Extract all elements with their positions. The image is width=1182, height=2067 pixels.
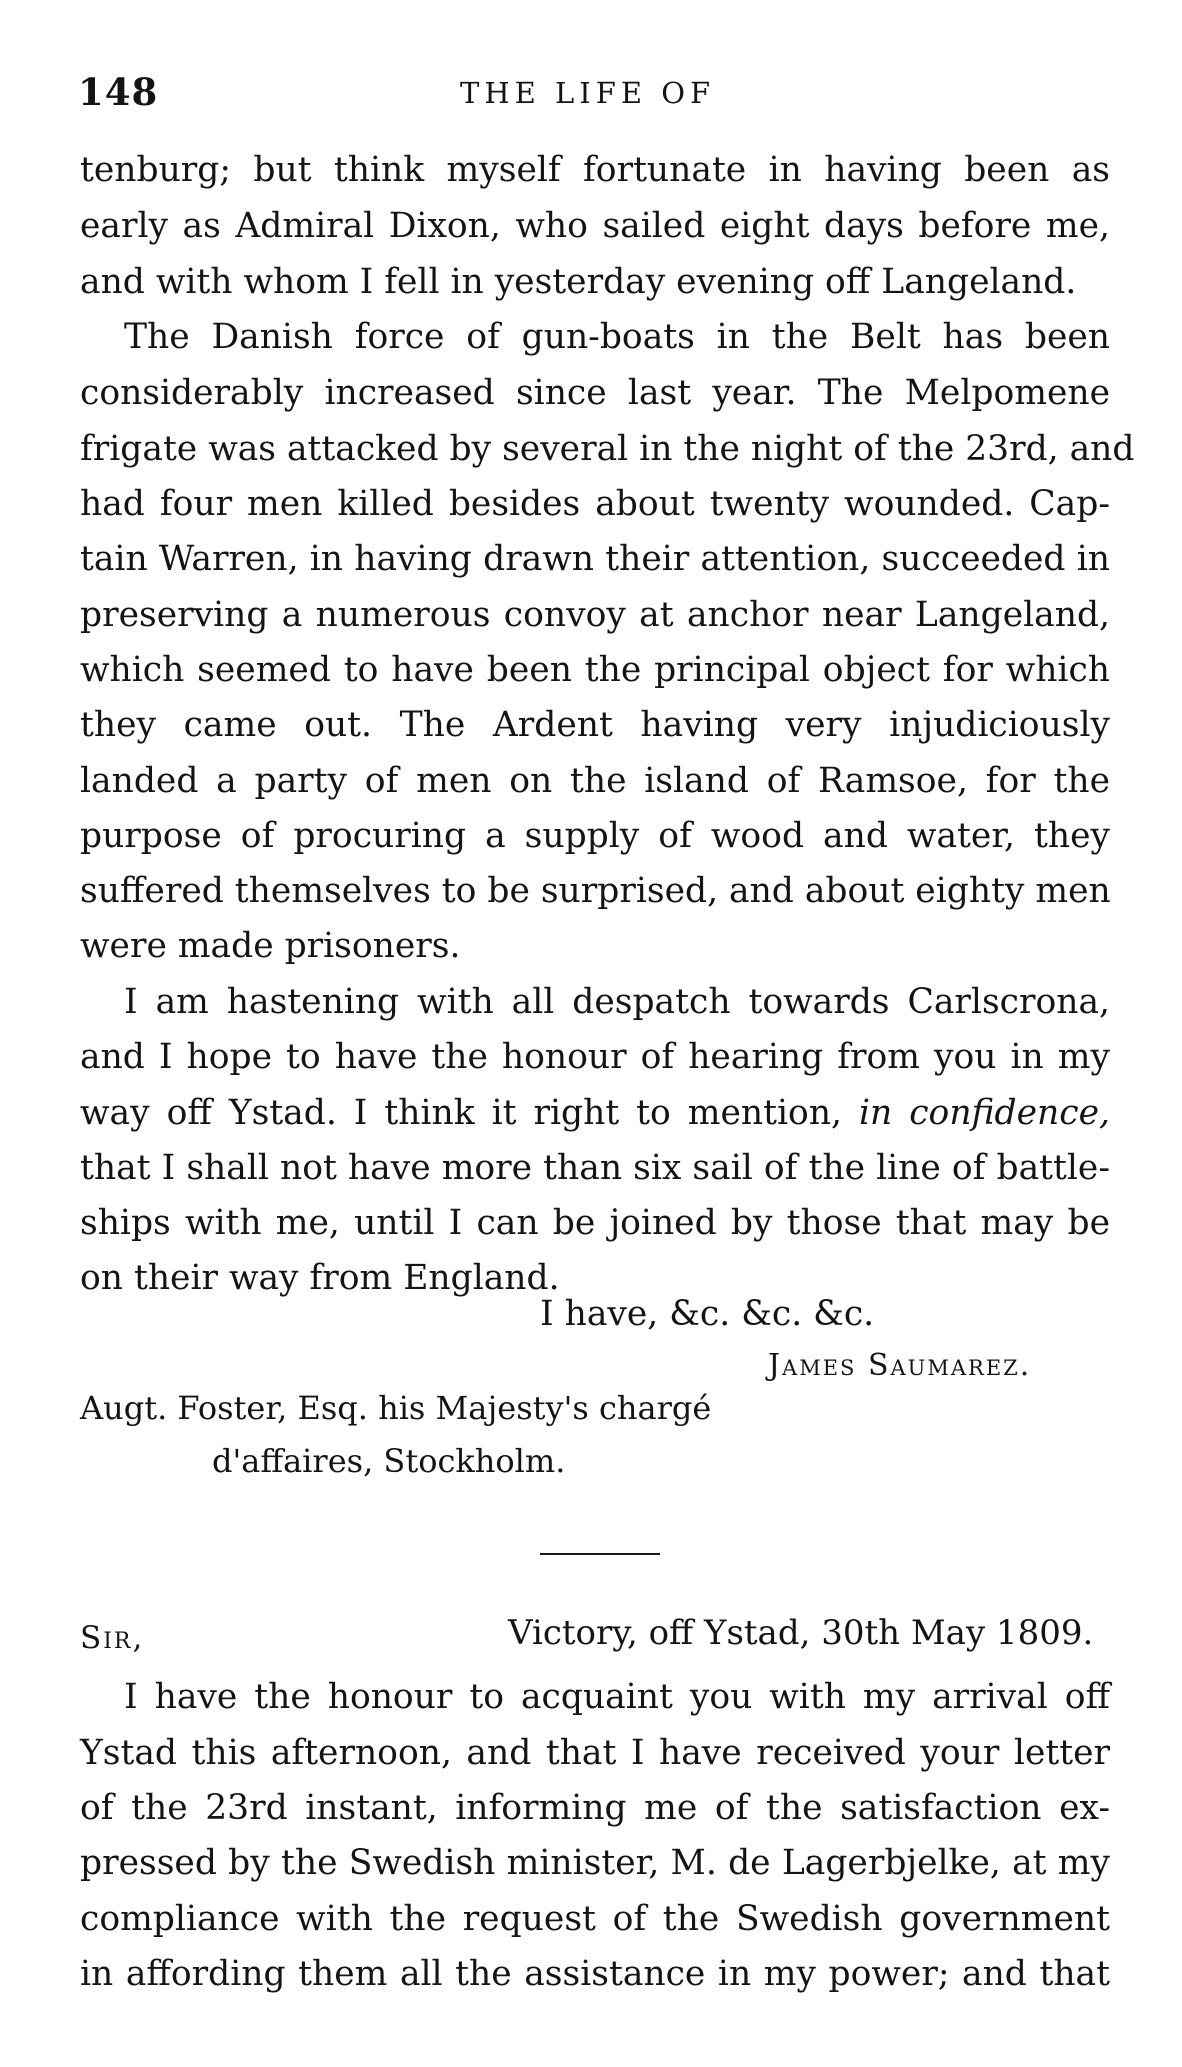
text-line xyxy=(80,1089,1110,1137)
text-line: frigate was attacked by several in the night of the 23rd, and xyxy=(80,429,1135,469)
running-head: THE LIFE OF xyxy=(460,76,716,110)
text-line: preserving a numerous convoy at anchor near Langeland, xyxy=(80,595,1110,635)
text-line: early as Admiral Dixon, who sailed eight days before me, xyxy=(80,206,1110,246)
text-line: on their way from England. xyxy=(80,1258,560,1298)
text-line: landed a party of men on the island of Ramsoe, for the xyxy=(80,761,1110,801)
text-line: suffered themselves to be surprised, and about eighty men xyxy=(80,871,1111,911)
text-line: had four men killed besides about twenty wounded. Cap- xyxy=(80,484,1110,524)
text-line: that I shall not have more than six sail of the line of battle- xyxy=(80,1148,1110,1188)
text-line: The Danish force of gun-boats in the Belt has been xyxy=(124,317,1110,357)
text-line: ships with me, until I can be joined by those that may be xyxy=(80,1203,1110,1243)
text-line: considerably increased since last year. The Melpomene xyxy=(80,373,1110,413)
page-number: 148 xyxy=(78,70,159,114)
section-divider xyxy=(540,1553,660,1555)
text-line: which seemed to have been the principal object for which xyxy=(80,650,1110,690)
italic-emphasis: in confidence, xyxy=(859,1093,1110,1133)
text-line: in affording them all the assistance in my power; and that xyxy=(80,1954,1110,1994)
text-line: compliance with the request of the Swedish government xyxy=(80,1899,1110,1939)
text-line: tain Warren, in having drawn their attention, succeeded in xyxy=(80,539,1110,579)
text-line: were made prisoners. xyxy=(80,926,461,966)
text-line: purpose of procuring a supply of wood and water, they xyxy=(80,816,1110,856)
text-segment: way off Ystad. I think it right to mention, xyxy=(80,1093,859,1133)
text-line: pressed by the Swedish minister, M. de Lagerbjelke, at my xyxy=(80,1843,1110,1883)
text-line: I have the honour to acquaint you with my arrival off xyxy=(124,1677,1110,1717)
text-line: and I hope to have the honour of hearing from you in my xyxy=(80,1037,1110,1077)
addressee-line: d'affaires, Stockholm. xyxy=(212,1442,566,1480)
letter-closing: I have, &c. &c. &c. xyxy=(540,1294,875,1334)
salutation: Sir, xyxy=(80,1620,145,1656)
page-header xyxy=(78,62,1098,122)
dateline: Victory, off Ystad, 30th May 1809. xyxy=(508,1613,1094,1653)
text-line: and with whom I fell in yesterday evening off Langeland. xyxy=(80,262,1077,302)
text-line: tenburg; but think myself fortunate in having been as xyxy=(80,150,1110,190)
addressee-line: Augt. Foster, Esq. his Majesty's chargé xyxy=(80,1389,712,1427)
text-line: Ystad this afternoon, and that I have received your letter xyxy=(80,1733,1110,1773)
text-line: they came out. The Ardent having very injudiciously xyxy=(80,705,1110,745)
text-line: I am hastening with all despatch towards Carlscrona, xyxy=(124,982,1110,1022)
text-line: of the 23rd instant, informing me of the satisfaction ex- xyxy=(80,1788,1110,1828)
signature: James Saumarez. xyxy=(768,1348,1032,1383)
